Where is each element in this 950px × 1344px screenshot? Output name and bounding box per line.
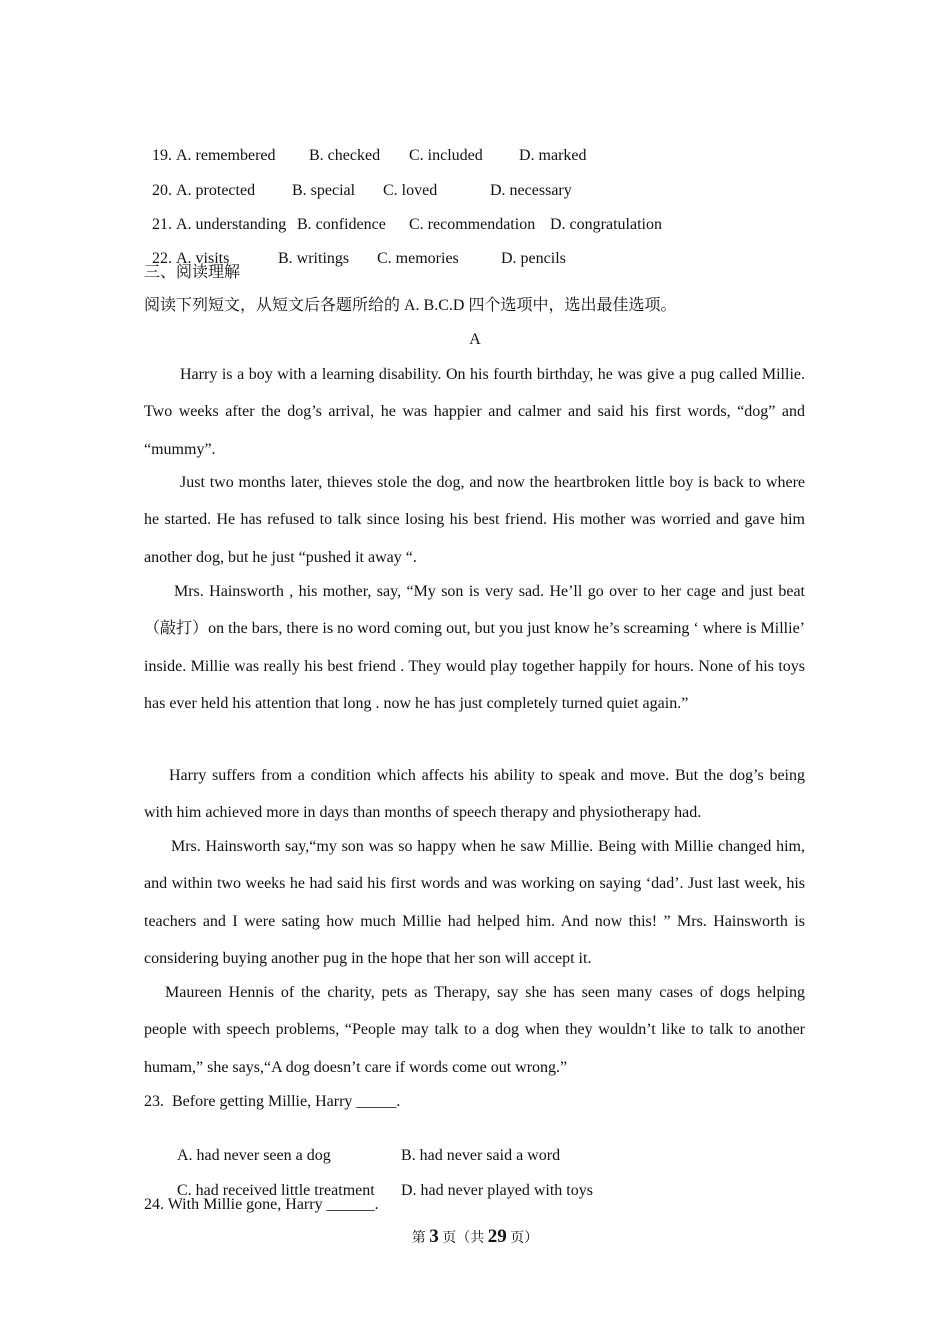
q20-option-d: D. necessary: [490, 182, 572, 199]
q20-option-a: A. protected: [176, 182, 256, 199]
question-23-options-row-1: [169, 1126, 560, 1166]
paragraph-2: Just two months later, thieves stole the dog, and now the heartbroken little boy is back to where he started. He has refused to talk since losing his best friend. His mother was worried and gave him another dog, but he just “pushed it away “.: [144, 474, 805, 566]
instruction-text: 阅读下列短文，从短文后各题所给的 A. B.C.D 四个选项中，选出最佳选项。: [144, 297, 677, 314]
q20-option-b: B. special: [292, 182, 356, 199]
q22-option-c: C. memories: [377, 250, 459, 267]
page-footer: [0, 1226, 950, 1248]
question-23-stem: 23. Before getting Millie, Harry _____.: [144, 1093, 401, 1110]
q21-number: 21.: [152, 216, 172, 233]
q23-option-a: A. had never seen a dog: [177, 1147, 331, 1164]
q20-number: 20.: [152, 182, 172, 199]
paragraph-3: Mrs. Hainsworth , his mother, say, “My son is very sad. He’ll go over to her cage and just beat（敲打）on the bars, there is no word coming out, but you just know he’s screaming ‘ where is Millie’ inside. Millie was really his best friend . They would play together happily for hours. None of his toys has ever held his attention that long . now he has just completely turned quiet again.”: [144, 583, 805, 712]
q19-number: 19.: [152, 147, 172, 164]
q23-option-b: B. had never said a word: [401, 1147, 561, 1164]
paragraph-5: Mrs. Hainsworth say,“my son was so happy when he saw Millie. Being with Millie changed him, and within two weeks he had said his first words and was working on saying ‘dad’. Just last week, his teachers and I were sating how much Millie had helped him. And now this! ” Mrs. Hainsworth is considering buying another pug in the hope that her son will accept it.: [144, 838, 805, 967]
footer-page-number: 3: [429, 1226, 439, 1247]
footer-middle: 页（共: [438, 1231, 488, 1246]
q21-option-d: D. congratulation: [550, 216, 662, 233]
section-title: 三、阅读理解: [144, 264, 241, 281]
question-19: [144, 126, 587, 166]
footer-suffix: 页）: [506, 1231, 539, 1246]
paragraph-6: Maureen Hennis of the charity, pets as Therapy, say she has seen many cases of dogs helping people with speech problems, “People may talk to a dog when they wouldn’t like to talk to another humam,” she says,“A dog doesn’t care if words come out wrong.”: [144, 984, 805, 1076]
q22-option-d: D. pencils: [501, 250, 566, 267]
q21-option-c: C. recommendation: [409, 216, 536, 233]
q22-option-b: B. writings: [278, 250, 350, 267]
q23-option-d: D. had never played with toys: [401, 1182, 593, 1199]
q19-option-b: B. checked: [309, 147, 381, 164]
q19-option-a: A. remembered: [176, 147, 276, 164]
q21-option-a: A. understanding: [176, 216, 287, 233]
q19-option-d: D. marked: [519, 147, 587, 164]
question-24-stem: 24. With Millie gone, Harry ______.: [144, 1196, 379, 1213]
q22-option-a: A. visits: [176, 250, 230, 267]
footer-prefix: 第: [411, 1231, 430, 1246]
paragraph-1: Harry is a boy with a learning disability. On his fourth birthday, he was give a pug called Millie. Two weeks after the dog’s arrival, he was happier and calmer and said his first words, “dog” and “mummy”.: [144, 366, 805, 458]
q19-option-c: C. included: [409, 147, 483, 164]
paragraph-4: Harry suffers from a condition which affects his ability to speak and move. But the dog’s being with him achieved more in days than months of speech therapy and physiotherapy had.: [144, 767, 805, 822]
q22-number: 22.: [152, 250, 172, 267]
q21-option-b: B. confidence: [297, 216, 386, 233]
q23-option-c: C. had received little treatment: [177, 1182, 375, 1199]
footer-total-pages: 29: [487, 1226, 507, 1247]
q20-option-c: C. loved: [383, 182, 438, 199]
passage-label: A: [469, 331, 481, 348]
